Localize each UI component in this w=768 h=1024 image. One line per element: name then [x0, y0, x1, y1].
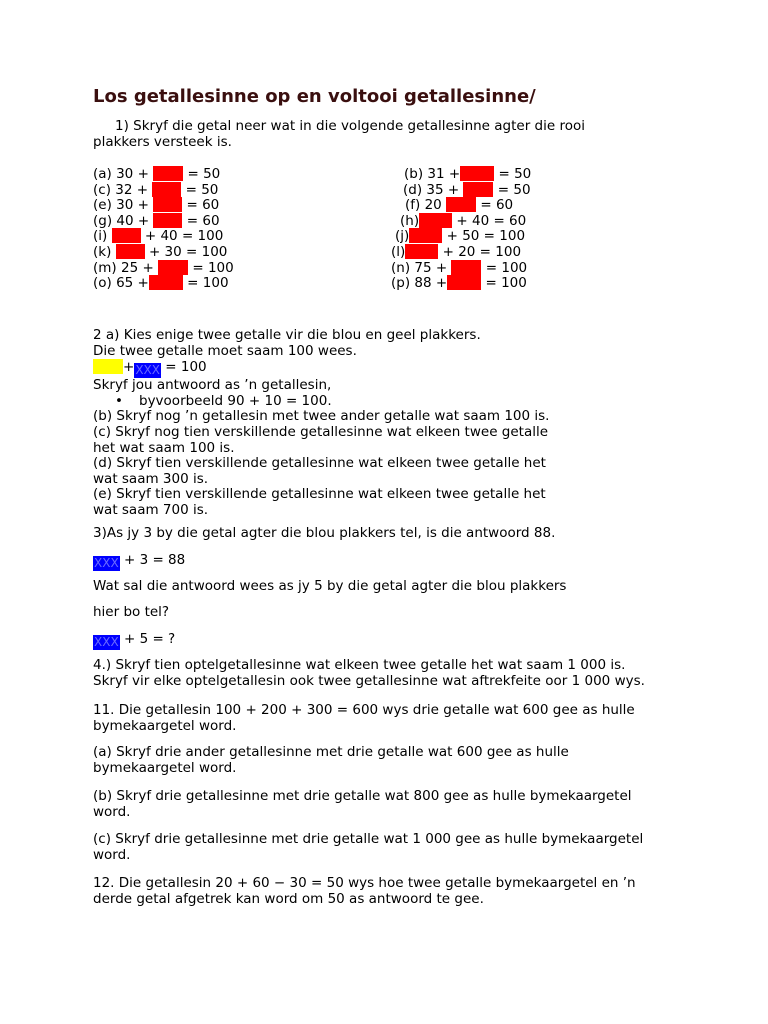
question-4-line-2: Skryf vir elke optelgetallesin ook twee getallesinne wat aftrekfeite oor 1 000 wys. — [93, 672, 645, 689]
question-2c-line-2: het wat saam 100 is. — [93, 439, 235, 456]
red-sticker — [460, 166, 494, 181]
equation-prefix: (o) 65 + — [93, 275, 149, 292]
question-11-line-2: bymekaargetel word. — [93, 717, 237, 734]
question-11b-line-1: (b) Skryf drie getallesinne met drie getalle wat 800 gee as hulle bymekaargetel — [93, 788, 632, 804]
left-equation — [93, 213, 220, 230]
equation-row — [93, 197, 733, 213]
equation-suffix: = 50 — [493, 181, 531, 198]
equation-suffix: = 60 — [182, 197, 220, 214]
equation-prefix: (n) 75 + — [391, 259, 452, 276]
question-1-intro — [93, 119, 585, 150]
question-2d-line-1: (d) Skryf tien verskillende getallesinne wat elkeen twee getalle het — [93, 455, 546, 472]
equation-prefix: (g) 40 + — [93, 212, 154, 229]
left-equation — [93, 197, 219, 214]
question-3-equation-1 — [93, 553, 185, 571]
question-11c — [93, 832, 643, 863]
question-11b — [93, 789, 632, 820]
equation-suffix: = 60 — [182, 212, 220, 229]
question-2e-line-2: wat saam 700 is. — [93, 501, 209, 518]
red-sticker — [463, 182, 493, 197]
question-1-equations — [93, 166, 733, 291]
question-11 — [93, 703, 635, 734]
right-equation — [403, 182, 531, 199]
question-11c-line-1: (c) Skryf drie getallesinne met drie getalle wat 1 000 gee as hulle bymekaargetel — [93, 831, 644, 847]
equation-prefix: (e) 30 + — [93, 197, 154, 214]
red-sticker — [419, 213, 452, 228]
plus-sign: + — [123, 359, 135, 376]
equation-suffix: + 20 = 100 — [438, 243, 522, 260]
equation-suffix: = 100 — [182, 275, 229, 292]
question-12-line-1: 12. Die getallesin 20 + 60 − 30 = 50 wys hoe twee getalle bymekaargetel en ’n — [93, 875, 636, 891]
red-sticker — [446, 197, 476, 212]
question-11a — [93, 745, 569, 776]
equation-suffix: = 100 — [481, 275, 527, 292]
equation-row — [93, 213, 733, 229]
question-2d-line-2: wat saam 300 is. — [93, 470, 209, 487]
red-sticker — [405, 244, 438, 259]
equation-prefix: (j) — [395, 228, 410, 245]
question-2-line-2: Die twee getalle moet saam 100 wees. — [93, 342, 357, 359]
right-equation — [405, 197, 513, 214]
question-3-ask-line-2: hier bo tel? — [93, 604, 170, 620]
red-sticker — [112, 228, 141, 243]
equation-suffix: = 50 — [181, 181, 219, 198]
equation-prefix: (a) 30 + — [93, 166, 154, 182]
equation-prefix: (h) — [400, 212, 420, 229]
question-2-sticker-equation — [93, 359, 549, 378]
red-sticker — [149, 275, 183, 290]
question-1-line-1: 1) Skryf die getal neer wat in die volgende getallesinne agter die rooi — [115, 118, 586, 134]
right-equation — [391, 244, 521, 261]
equation-prefix: (d) 35 + — [403, 181, 464, 198]
equation-suffix: = 60 — [476, 197, 514, 214]
left-equation — [93, 244, 227, 261]
red-sticker — [158, 260, 188, 275]
equation-suffix: + 40 = 100 — [140, 228, 224, 245]
question-2e-line-1: (e) Skryf tien verskillende getallesinne wat elkeen twee getalle het — [93, 486, 546, 503]
equation-prefix: (k) — [93, 243, 116, 260]
question-12-line-2: derde getal afgetrek kan word om 50 as antwoord te gee. — [93, 890, 484, 907]
red-sticker — [447, 275, 481, 290]
equation-rest: + 5 = ? — [119, 631, 176, 647]
right-equation — [400, 213, 526, 230]
question-1-line-2: plakkers versteek is. — [93, 133, 232, 150]
equation-prefix: (p) 88 + — [391, 275, 448, 292]
equation-row — [93, 275, 733, 291]
question-4 — [93, 658, 645, 689]
right-equation — [391, 275, 527, 292]
red-sticker — [153, 166, 183, 181]
equation-suffix: + 40 = 60 — [452, 212, 527, 229]
question-3-ask-line-1: Wat sal die antwoord wees as jy 5 by die getal agter die blou plakkers — [93, 578, 567, 594]
equation-prefix: (f) 20 — [405, 197, 447, 214]
equation-row — [93, 166, 733, 182]
equation-row — [93, 228, 733, 244]
left-equation — [93, 166, 220, 183]
question-4-line-1: 4.) Skryf tien optelgetallesinne wat elkeen twee getalle het wat saam 1 000 is. — [93, 657, 626, 673]
left-equation — [93, 182, 218, 199]
equation-rest: = 100 — [160, 359, 207, 376]
equation-suffix: = 100 — [188, 259, 234, 276]
right-equation — [404, 166, 531, 183]
equation-suffix: + 50 = 100 — [442, 228, 526, 245]
left-equation — [93, 228, 223, 245]
right-equation — [391, 260, 527, 277]
left-equation — [93, 275, 229, 292]
question-3-equation-2 — [93, 632, 175, 650]
question-2-instruction: Skryf jou antwoord as ’n getallesin, — [93, 377, 332, 394]
question-12 — [93, 876, 636, 907]
equation-row — [93, 182, 733, 198]
equation-prefix: (l) — [391, 243, 406, 260]
blue-sticker: XXX — [135, 363, 160, 378]
equation-prefix: (i) — [93, 228, 112, 245]
question-11b-line-2: word. — [93, 803, 131, 820]
equation-suffix: = 50 — [494, 166, 532, 182]
blue-sticker: XXX — [94, 556, 119, 570]
question-2 — [93, 328, 549, 519]
equation-prefix: (c) 32 + — [93, 181, 153, 198]
equation-suffix: + 30 = 100 — [144, 243, 228, 260]
equation-suffix: = 100 — [481, 259, 528, 276]
equation-rest: + 3 = 88 — [119, 552, 186, 568]
question-11c-line-2: word. — [93, 846, 131, 863]
left-equation — [93, 260, 234, 277]
question-11a-line-1: (a) Skryf drie ander getallesinne met drie getalle wat 600 gee as hulle — [93, 744, 569, 760]
right-equation — [395, 228, 525, 245]
bullet-icon: • — [115, 392, 123, 409]
red-sticker — [451, 260, 481, 275]
question-2-line-1: 2 a) Kies enige twee getalle vir die blou en geel plakkers. — [93, 327, 481, 343]
red-sticker — [153, 197, 182, 212]
example-text: byvoorbeeld 90 + 10 = 100. — [139, 392, 332, 409]
question-2-example — [93, 394, 549, 410]
red-sticker — [116, 244, 145, 259]
equation-suffix: = 50 — [183, 166, 221, 182]
yellow-sticker — [93, 359, 123, 374]
equation-prefix: (b) 31 + — [404, 166, 461, 182]
red-sticker — [409, 228, 442, 243]
equation-prefix: (m) 25 + — [93, 259, 159, 276]
page-title: Los getallesinne op en voltooi getallesinne/ — [93, 86, 536, 107]
red-sticker — [153, 213, 182, 228]
red-sticker — [152, 182, 181, 197]
question-11-line-1: 11. Die getallesin 100 + 200 + 300 = 600 wys drie getalle wat 600 gee as hulle — [93, 702, 635, 718]
question-3-text: 3)As jy 3 by die getal agter die blou plakkers tel, is die antwoord 88. — [93, 525, 556, 541]
question-2c-line-1: (c) Skryf nog tien verskillende getallesinne wat elkeen twee getalle — [93, 423, 549, 440]
question-11a-line-2: bymekaargetel word. — [93, 759, 237, 776]
equation-row — [93, 260, 733, 276]
question-2b: (b) Skryf nog ’n getallesin met twee ander getalle wat saam 100 is. — [93, 408, 550, 425]
equation-row — [93, 244, 733, 260]
blue-sticker: XXX — [94, 635, 119, 649]
